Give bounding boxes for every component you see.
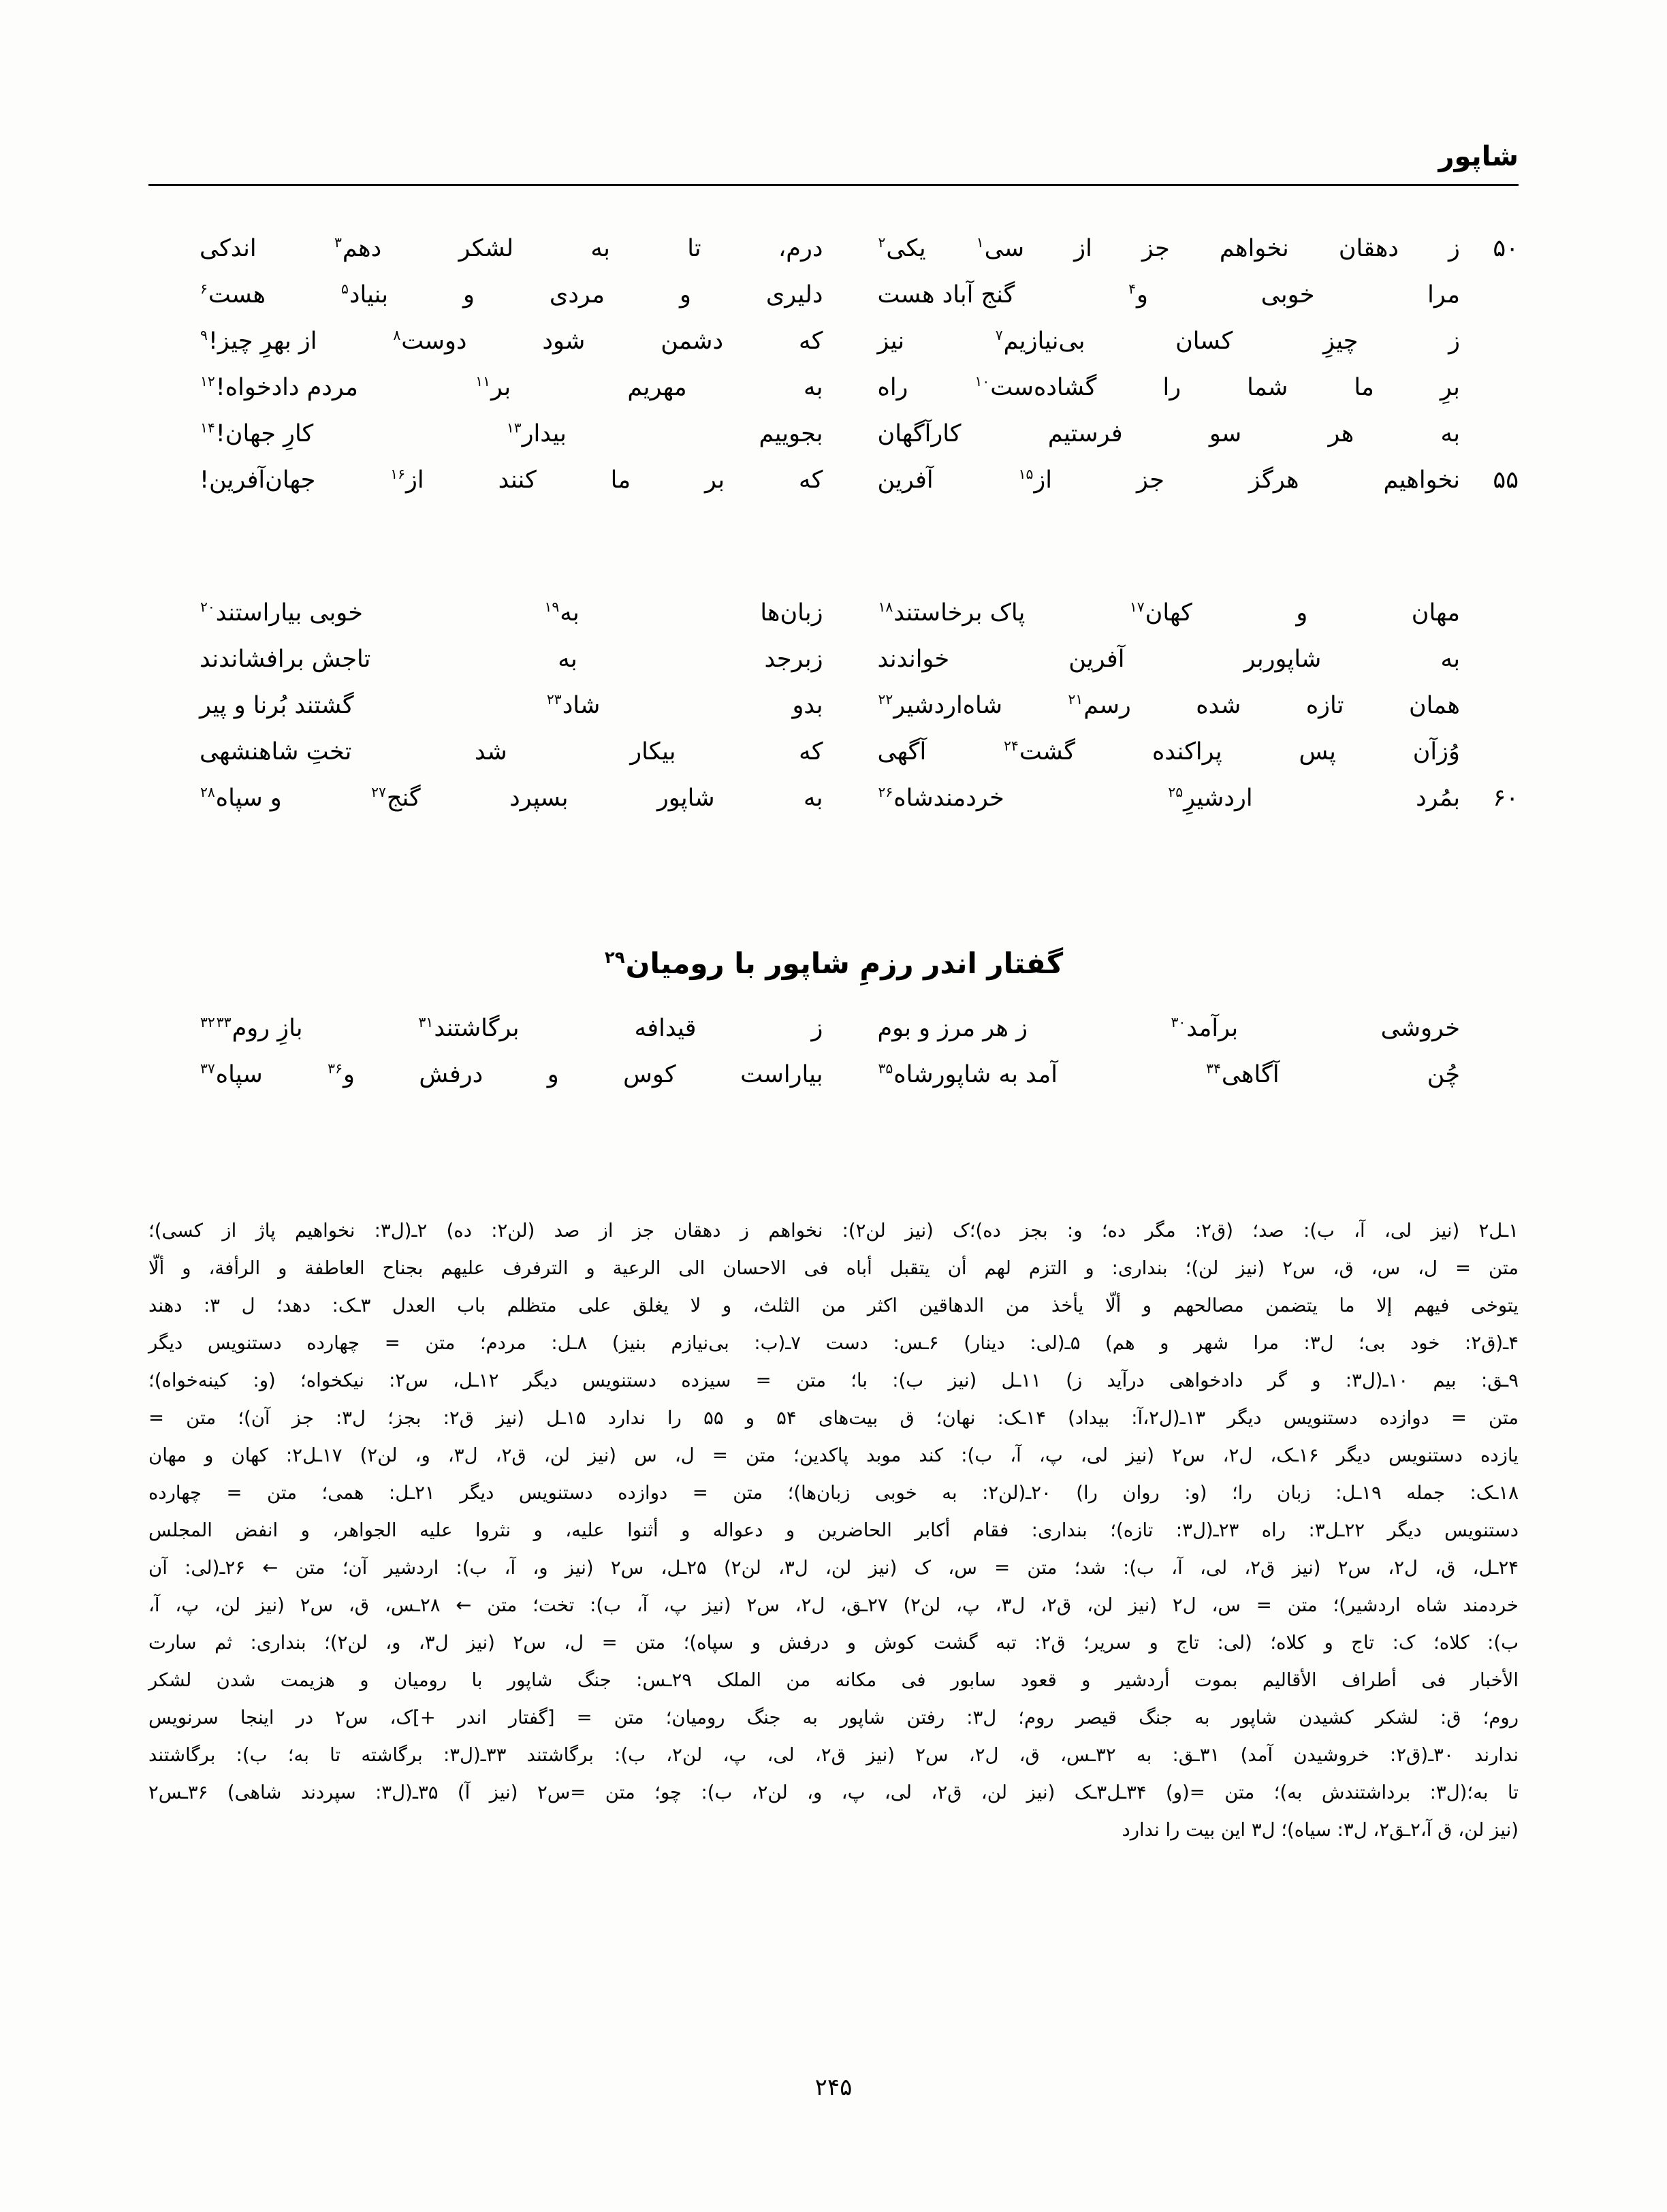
verse-line — [148, 374, 1519, 420]
footnote-marker: ۳۵ — [878, 1060, 893, 1077]
verse-word: به — [803, 785, 823, 812]
footnote-marker: ۲۴ — [1004, 738, 1019, 755]
verse-word: ز هر مرز و بوم — [877, 1015, 1028, 1042]
verse-word: شاه‌اردشیر — [893, 692, 1003, 719]
hemistich-left — [200, 420, 830, 447]
verse-stanza-two — [148, 599, 1519, 831]
verse-word: تا — [687, 235, 701, 262]
verse-word: شود — [542, 328, 586, 355]
verse-word: دلیری — [765, 281, 823, 309]
apparatus-line: متن = ل، س، ق، س۲ (نیز لن)؛ بنداری: و التزم لهم أن یتقبل أباه فی الاحسان الی الرعیة و الترفرف علیهم بجناح العاطفة و الرأفة، و ألّا — [148, 1257, 1519, 1279]
verse-word: نیز — [877, 328, 905, 355]
verse-word: که — [799, 738, 823, 765]
apparatus-line: ۱ـل۲ (نیز لی، آ، ب): صد؛ (ق۲: مگر ده؛ و: بجز ده)؛ک (نیز لن۲): نخواهم ز دهقان جز از صد (لن۲: ده) ۲ـ(ل۳: نخواهیم پاژ از کسی)؛ — [148, 1220, 1519, 1242]
apparatus-line: خردمند شاه اردشیر)؛ متن = س، ل۲ (نیز لن، ق۲، ل۳، پ، لن۲) ۲۷ـق، ل۲، س۲ (نیز پ، آ، ب): تخت؛ متن ← ۲۸ـس، ق، س۲ (نیز لن، پ، آ، — [148, 1594, 1519, 1616]
verse-word: بسپرد — [509, 785, 569, 812]
footnote-marker: ۱۰ — [974, 373, 990, 390]
verse-word: هرگز — [1248, 467, 1299, 494]
verse-word: زبرجد — [764, 646, 823, 673]
header-rule — [148, 184, 1519, 186]
apparatus-line: متن = دوازده دستنویس دیگر ۱۳ـ(ل۲،آ: بیداد) ۱۴ـک: نهان؛ ق بیت‌های ۵۴ و ۵۵ را ندارد ۱۵ـل (نیز ق۲: بجز؛ ل۳: جز آن)؛ متن = — [148, 1407, 1519, 1429]
hemistich-left — [200, 1015, 830, 1042]
verse-line — [148, 281, 1519, 328]
verse-word: دوست — [401, 328, 467, 355]
verse-word: شما — [1247, 374, 1288, 401]
hemistich-left — [200, 235, 830, 262]
hemistich-right — [829, 467, 1460, 494]
verse-line-number: ۵۰ — [1493, 235, 1519, 262]
footnote-marker: ۳ — [334, 234, 342, 251]
verse-word: تاجش برافشاندند — [199, 646, 371, 673]
footnote-marker: ۲۶ — [878, 784, 893, 801]
verse-word: ز — [1448, 328, 1460, 355]
apparatus-line: ندارند ۳۰ـ(ق۲: خروشیدن آمد) ۳۱ـق: به ۳۲ـس، ق، ل۲، س۲ (نیز ق۲، لی، پ، لن۲، ب): برگاشتند ۳۳ـ(ل۳: برگاشته تا به؛ ب): برگاشتند — [148, 1744, 1519, 1766]
verse-line — [148, 1015, 1519, 1061]
verse-word: سو — [1209, 420, 1242, 447]
verse-word: اردشیرِ — [1184, 785, 1253, 812]
verse-word: اندکی — [199, 235, 257, 262]
verse-word: برِ — [1440, 374, 1460, 401]
verse-word: و — [1137, 281, 1148, 309]
footnote-marker: ۳۱ — [418, 1014, 434, 1031]
verse-word: تازه — [1305, 692, 1344, 719]
footnote-marker: ۸ — [393, 327, 401, 344]
verse-line — [148, 467, 1519, 513]
verse-word: ز — [1448, 235, 1460, 262]
hemistich-right — [829, 738, 1460, 765]
verse-word: نخواهیم — [1383, 467, 1460, 494]
verse-word: ز — [811, 1015, 823, 1042]
verse-word: زبان‌ها — [760, 599, 823, 627]
apparatus-line: ۲۴ـل، ق، ل۲، س۲ (نیز ق۲، لی، آ، ب): شد؛ متن = س، ک (نیز لن، ل۳، لن۲) ۲۵ـل، س۲ (نیز و، آ، ب): اردشیر آن؛ متن ← ۲۶ـ(لی: آن — [148, 1557, 1519, 1579]
hemistich-left — [200, 692, 830, 719]
verse-stanza-three — [148, 1015, 1519, 1107]
verse-word: سپاه — [215, 1061, 263, 1088]
verse-line — [148, 738, 1519, 785]
verse-word: لشکر — [458, 235, 514, 262]
footnote-marker: ۱۴ — [200, 420, 215, 437]
verse-word: هر — [1328, 420, 1354, 447]
footnote-marker: ۱۲ — [200, 373, 215, 390]
verse-line — [148, 785, 1519, 831]
verse-word: بر — [705, 467, 725, 494]
verse-word: خوبی بیاراستند — [215, 599, 363, 627]
verse-word: ما — [610, 467, 631, 494]
verse-word: از — [1034, 467, 1053, 494]
hemistich-right — [829, 785, 1460, 812]
footnote-marker: ۱۵ — [1018, 466, 1034, 483]
verse-word: از بهرِ چیز! — [208, 328, 317, 355]
hemistich-left — [200, 328, 830, 355]
verse-word: سی — [984, 235, 1025, 262]
footnote-marker: ۲۸ — [200, 784, 215, 801]
verse-word: پراکنده — [1152, 738, 1222, 765]
verse-line — [148, 692, 1519, 738]
verse-word: را — [1162, 374, 1181, 401]
apparatus-line: روم؛ ق: لشکر کشیدن شاپور به جنگ قیصر روم؛ ل۳: رفتن شاپور به جنگ رومیان؛ متن = [گفتار اندر +]ک، س۲ در اینجا سرنویس — [148, 1707, 1519, 1728]
footnote-marker: ۱۹ — [544, 599, 560, 616]
footnote-marker: ۱۶ — [390, 466, 406, 483]
verse-line — [148, 420, 1519, 467]
verse-word: فرستیم — [1047, 420, 1123, 447]
footnote-marker: ۲ — [878, 234, 886, 251]
verse-word: چیزِ — [1322, 328, 1359, 355]
verse-word: آفرین — [1068, 646, 1125, 673]
verse-word: به — [590, 235, 610, 262]
hemistich-right — [829, 1061, 1460, 1088]
hemistich-left — [200, 785, 830, 812]
verse-word: جز — [1136, 467, 1164, 494]
verse-line — [148, 328, 1519, 374]
verse-word: بمُرد — [1416, 785, 1460, 812]
verse-word: تختِ شاهنشهی — [199, 738, 352, 765]
verse-word: گشاده‌ست — [990, 374, 1097, 401]
verse-word: آمد به شاپورشاه — [893, 1061, 1058, 1088]
verse-word: و — [1296, 599, 1308, 627]
footnote-marker: ۶ — [200, 281, 208, 298]
verse-word: وُزآن — [1412, 738, 1460, 765]
hemistich-left — [200, 738, 830, 765]
footnote-marker: ۱۸ — [878, 599, 893, 616]
verse-word: بی‌نیازیم — [1003, 328, 1085, 355]
verse-word: گشت — [1019, 738, 1076, 765]
verse-line-number: ۶۰ — [1493, 785, 1519, 812]
verse-word: و — [343, 1061, 355, 1088]
verse-word: گشتند بُرنا و پیر — [199, 692, 354, 719]
verse-word: برگاشتند — [434, 1015, 520, 1042]
verse-word: دهم — [342, 235, 382, 262]
verse-word: کنند — [498, 467, 537, 494]
verse-word: مردم دادخواه! — [215, 374, 358, 401]
verse-word: از — [1074, 235, 1092, 262]
apparatus-line: ب): کلاه؛ ک: تاج و کلاه؛ (لی: تاج و سریر؛ ق۲: تبه گشت کوش و درفش و سپاه)؛ متن = ل، س۲ (نیز ل۳، و، لن۲)؛ بنداری: ثم سارت — [148, 1632, 1519, 1654]
verse-word: بنیاد — [349, 281, 388, 309]
footnote-marker: ۲۱ — [1068, 691, 1083, 708]
verse-word: که — [799, 467, 823, 494]
footnote-marker: ۱۷ — [1129, 599, 1145, 616]
verse-word: درفش — [419, 1061, 483, 1088]
verse-word: کسان — [1175, 328, 1233, 355]
apparatus-line: الأخبار فی أطراف الأقالیم بموت أردشیر و قعود سابور فی مکانه من الملک ۲۹ـس: جنگ شاپور با رومیان و هزیمت شدن لشکر — [148, 1669, 1519, 1691]
verse-word: شاپور — [656, 785, 715, 812]
hemistich-right — [829, 692, 1460, 719]
verse-word: مردی — [549, 281, 605, 309]
hemistich-left — [200, 281, 830, 309]
hemistich-left — [200, 467, 830, 494]
footnote-marker: ۳۳ — [216, 1014, 232, 1031]
verse-word: آفرین — [877, 467, 934, 494]
hemistich-left — [200, 1061, 830, 1088]
verse-word: شاپوربر — [1243, 646, 1322, 673]
verse-word: مهریم — [627, 374, 687, 401]
verse-word: آگهی — [877, 738, 927, 765]
verse-word: برآمد — [1186, 1015, 1239, 1042]
verse-word: کهان — [1145, 599, 1192, 627]
verse-word: شاد — [562, 692, 601, 719]
verse-word: گنج آباد هست — [877, 281, 1015, 309]
verse-word: و — [679, 281, 691, 309]
footnote-marker: ۲۷ — [371, 784, 386, 801]
verse-word: خردمندشاه — [893, 785, 1004, 812]
verse-word: مرا — [1427, 281, 1460, 309]
verse-word: جهان‌آفرین! — [199, 467, 316, 494]
verse-word: درم، — [778, 235, 823, 262]
verse-word: قیدافه — [634, 1015, 697, 1042]
verse-word: همان — [1408, 692, 1460, 719]
apparatus-line: ۹ـق: بیم ۱۰ـ(ل۳: و گر دادخواهی درآید ز) ۱۱ـل (نیز ب): با؛ متن = سیزده دستنویس دیگر ۱۲ـل، س۲: نیکخواه؛ (و: کینه‌خواه)؛ — [148, 1370, 1519, 1391]
verse-word: شده — [1196, 692, 1241, 719]
verse-line-number: ۵۵ — [1493, 467, 1519, 494]
verse-word: که — [799, 328, 823, 355]
hemistich-left — [200, 374, 830, 401]
footnote-marker: ۳۷ — [200, 1060, 215, 1077]
verse-line — [148, 599, 1519, 646]
section-heading-text: گفتار اندر رزمِ شاپور با رومیان — [625, 947, 1064, 980]
apparatus-line: ۱۸ـک: جمله ۱۹ـل: زبان را؛ (و: روان را) ۲۰ـ(لن۲: به خوبی زبان‌ها)؛ متن = دوازده دستنویس دیگر ۲۱ـل: همی؛ متن = چهارده — [148, 1482, 1519, 1504]
verse-word: کارِ جهان! — [215, 420, 314, 447]
verse-word: به — [803, 374, 823, 401]
footnote-marker: ۱ — [976, 234, 984, 251]
hemistich-right — [829, 420, 1460, 447]
verse-word: راه — [877, 374, 908, 401]
footnote-marker: ۳۰ — [1171, 1014, 1186, 1031]
verse-word: دشمن — [661, 328, 724, 355]
footnote-marker: ۳۲ — [200, 1014, 215, 1031]
hemistich-left — [200, 599, 830, 627]
verse-line — [148, 1061, 1519, 1107]
critical-apparatus — [148, 1212, 1519, 1849]
verse-word: بجوییم — [759, 420, 823, 447]
footnote-marker: ۳۶ — [328, 1060, 343, 1077]
hemistich-right — [829, 328, 1460, 355]
verse-word: به — [560, 599, 580, 627]
apparatus-line: تا به؛(ل۳: برداشتندش به)؛ متن =(و) ۳۴ـل۳ـک (نیز لن، ق۲، لی، پ، و، لن۲، ب): چو؛ متن =س۲ (نیز آ) ۳۵ـ(ل۳: سپردند شاهی) ۳۶ـس۲ — [148, 1782, 1519, 1803]
verse-line — [148, 235, 1519, 281]
verse-word: به — [1440, 420, 1460, 447]
footnote-marker: ۹ — [200, 327, 208, 344]
footnote-marker: ۲۲ — [878, 691, 893, 708]
verse-word: بر — [491, 374, 511, 401]
apparatus-line: ۴ـ(ق۲: خود بی؛ ل۳: مرا شهر و هم) ۵ـ(لی: دینار) ۶ـس: دست ۷ـ(ب: بی‌نیازم بنیز) ۸ـل: مردم؛ متن = چهارده دستنویس دیگر — [148, 1332, 1519, 1354]
hemistich-right — [829, 599, 1460, 627]
verse-word: دهقان — [1338, 235, 1399, 262]
footnote-marker: ۴ — [1128, 281, 1137, 298]
verse-word: بیاراست — [740, 1061, 823, 1088]
verse-word: و — [463, 281, 475, 309]
verse-word: مهان — [1411, 599, 1460, 627]
verse-word: و — [547, 1061, 559, 1088]
running-head: شاپور — [1438, 141, 1519, 172]
page-header — [148, 143, 1519, 198]
verse-word: ما — [1354, 374, 1374, 401]
section-heading-footnote-marker: ۲۹ — [604, 947, 625, 967]
verse-word: شد — [474, 738, 507, 765]
verse-stanza-one — [148, 235, 1519, 513]
section-heading — [148, 947, 1519, 980]
verse-word: خروشی — [1380, 1015, 1460, 1042]
footnote-marker: ۱۱ — [475, 373, 491, 390]
verse-word: خواندند — [877, 646, 950, 673]
verse-word: کارآگهان — [877, 420, 962, 447]
verse-word: بدو — [792, 692, 823, 719]
hemistich-right — [829, 281, 1460, 309]
verse-word: جز — [1141, 235, 1170, 262]
verse-word: خوبی — [1260, 281, 1315, 309]
verse-word: پس — [1299, 738, 1336, 765]
footnote-marker: ۱۳ — [506, 420, 522, 437]
hemistich-right — [829, 235, 1460, 262]
verse-line — [148, 646, 1519, 692]
verse-word: کوس — [623, 1061, 676, 1088]
footnote-marker: ۳۴ — [1206, 1060, 1221, 1077]
footnote-marker: ۲۵ — [1168, 784, 1184, 801]
verse-word: یکی — [886, 235, 926, 262]
verse-word: و سپاه — [215, 785, 282, 812]
verse-word: پاک برخاستند — [893, 599, 1026, 627]
hemistich-right — [829, 1015, 1460, 1042]
verse-word: از — [406, 467, 424, 494]
apparatus-line: دستنویس دیگر ۲۲ـل۳: راه ۲۳ـ(ل۳: تازه)؛ بنداری: فقام أکابر الحاضرین و دعواله و أثنوا علیه، و نثروا علیه الجواهر، و انفض المجلس — [148, 1519, 1519, 1541]
verse-word: به — [1440, 646, 1461, 673]
folio-number: ۲۴۵ — [814, 2074, 853, 2101]
apparatus-line: یازده دستنویس دیگر ۱۶ـک، ل۲، س۲ (نیز لی، پ، آ، ب): کند موبد پاکدین؛ متن = ل، س (نیز لن، ق۲، ل۳، و، لن۲) ۱۷ـل۲: کهان و مهان — [148, 1444, 1519, 1466]
verse-word: گنج — [386, 785, 421, 812]
footnote-marker: ۵ — [340, 281, 349, 298]
footnote-marker: ۲۳ — [546, 691, 562, 708]
verse-word: چُن — [1427, 1061, 1460, 1088]
hemistich-left — [200, 646, 830, 673]
verse-word: آگاهی — [1221, 1061, 1280, 1088]
verse-word: به — [558, 646, 577, 673]
verse-word: بازِ روم — [232, 1015, 303, 1042]
hemistich-right — [829, 646, 1460, 673]
verse-word: بیکار — [630, 738, 676, 765]
footnote-marker: ۷ — [995, 327, 1003, 344]
verse-word: هست — [208, 281, 266, 309]
verse-word: رسم — [1083, 692, 1131, 719]
verse-word: بیدار — [522, 420, 567, 447]
apparatus-line: یتوخی فیهم إلا ما یتضمن مصالحهم و ألّا یأخذ من الدهاقین اکثر من الثلث، و لا یغلق علی متظلم باب العدل ۳ـک: دهد؛ ل ۳: دهند — [148, 1295, 1519, 1316]
hemistich-right — [829, 374, 1460, 401]
verse-word: نخواهم — [1219, 235, 1289, 262]
footnote-marker: ۲۰ — [200, 599, 215, 616]
apparatus-line: (نیز لن، ق آ،۲ـق۲، ل۳: سیاه)؛ ل۳ این بیت را ندارد — [1122, 1819, 1519, 1841]
